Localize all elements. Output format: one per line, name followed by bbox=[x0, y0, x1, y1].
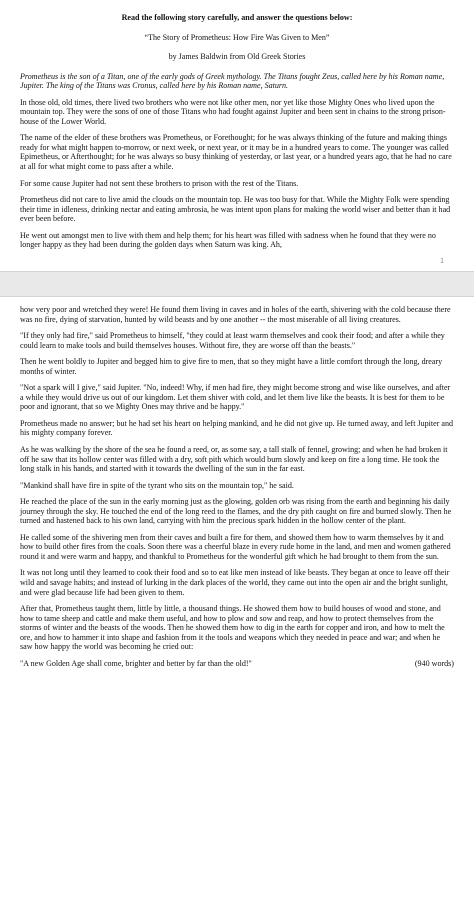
closing-line bbox=[20, 659, 454, 669]
paragraph: He reached the place of the sun in the early morning just as the glowing, golden orb was rising from the earth and beginning his daily journey through the sky. He touched the end of the long reed to the flames, and the dry pith caught on fire and burned slowly. Then he turned and hastened back to his own land, carrying with him the precious spark hidden in the hollow center of the plant. bbox=[20, 497, 452, 526]
paragraph: After that, Prometheus taught them, little by little, a thousand things. He showed them how to build houses of wood and stone, and how to tame sheep and cattle and make them useful, and how to plow and sow and reap, and how to protect themselves from the storms of winter and the beasts of the woods. Then he showed them how to dig in the earth for copper and iron, and how to melt the ore, and how to hammer it into shape and fashion from it the tools and weapons which they needed in peace and war; and when he saw how happy the world was becoming he cried out: bbox=[20, 604, 445, 652]
story-title: “The Story of Prometheus: How Fire Was Given to Men” bbox=[144, 32, 330, 42]
paragraph: He went out amongst men to live with them and help them; for his heart was filled with sadness when he found that they were no longer happy as they had been during the golden days when Saturn was king. Ah, bbox=[20, 230, 436, 250]
word-count: (940 words) bbox=[414, 658, 454, 668]
paragraph: As he was walking by the shore of the sea he found a reed, or, as some say, a tall stalk of fennel, growing; and when he had broken it off he saw that its hollow center was filled with a dry, soft pith which would burn slowly and keep on fire a long time. He took the long stalk in his hands, and started with it towards the dwelling of the sun in the far east. bbox=[20, 445, 448, 474]
byline: by James Baldwin from Old Greek Stories bbox=[168, 52, 306, 62]
paragraph: "If they only had fire," said Prometheus to himself, "they could at least warm themselves and cook their food; and after a while they could learn to make tools and build themselves houses. Without fire, they are worse off than the beasts." bbox=[20, 331, 445, 350]
paragraph: He called some of the shivering men from their caves and built a fire for them, and showed them how to warm themselves by it and how to build other fires from the coals. Soon there was a cheerful blaze in every rude home in the land, and men and women gathered round it and were warm and happy, and thankful to Prometheus for the wonderful gift which he had brought to them from the sun. bbox=[20, 532, 451, 561]
paragraph: Prometheus made no answer; but he had set his heart on helping mankind, and he did not give up. He turned away, and left Jupiter and his mighty company forever. bbox=[20, 418, 454, 438]
paragraph: Prometheus did not care to live amid the clouds on the mountain top. He was too busy for that. While the Mighty Folk were spending their time in idleness, drinking nectar and eating ambrosia, he was intent upon plans for making the world wiser and better than it had ever been before. bbox=[20, 195, 451, 224]
paragraph: In those old, old times, there lived two brothers who were not like other men, nor yet like those Mighty Ones who lived upon the mountain top. They were the sons of one of those Titans who had fought against Jupiter and been sent in chains to the strong prison-house of the Lower World. bbox=[20, 97, 446, 126]
final-quote: "A new Golden Age shall come, brighter and better by far than the old!" bbox=[20, 658, 252, 668]
paragraph: "Mankind shall have fire in spite of the tyrant who sits on the mountain top," he said. bbox=[20, 480, 294, 490]
intro-note: Prometheus is the son of a Titan, one of the early gods of Greek mythology. The Titans fought Zeus, called here by his Roman name, Jupiter. The king of the Titans was Cronus, called here by his Roman name, Saturn. bbox=[20, 71, 445, 91]
paragraph: It was not long until they learned to cook their food and so to eat like men instead of like beasts. They began at once to leave off their wild and savage habits; and instead of lurking in the dark places of the world, they came out into the open air and the bright sunlight, and were glad because life had been given to them. bbox=[20, 568, 450, 597]
page-number: 1 bbox=[440, 258, 444, 265]
paragraph: "Not a spark will I give," said Jupiter. "No, indeed! Why, if men had fire, they might become strong and wise like ourselves, and after a while they would drive us out of our kingdom. Let them shiver with cold, and let them live like the beasts. It is best for them to be poor and ignorant, that so we Mighty Ones may thrive and be happy." bbox=[20, 383, 451, 412]
paragraph: Then he went boldly to Jupiter and begged him to give fire to men, that so they might have a little comfort through the long, dreary months of winter. bbox=[20, 357, 443, 376]
document-page-1 bbox=[0, 0, 474, 272]
paragraph: how very poor and wretched they were! He found them living in caves and in holes of the earth, shivering with the cold because there was no fire, dying of starvation, hunted by wild beasts and by one another -- the most miserable of all living creatures. bbox=[20, 305, 451, 324]
paragraph: For some cause Jupiter had not sent these brothers to prison with the rest of the Titans. bbox=[20, 178, 299, 188]
document-page-2 bbox=[0, 296, 474, 922]
instructions-heading: Read the following story carefully, and answer the questions below: bbox=[121, 13, 353, 22]
paragraph: The name of the elder of these brothers was Prometheus, or Forethought; for he was always thinking of the future and making things ready for what might happen to-morrow, or next week, or next year, or it may be in a hundred years to come. The younger was called Epimetheus, or Afterthought; for he was always so busy thinking of yesterday, or last year, or a hundred years ago, that he had no care at all for what might come to pass after a while. bbox=[20, 133, 452, 172]
